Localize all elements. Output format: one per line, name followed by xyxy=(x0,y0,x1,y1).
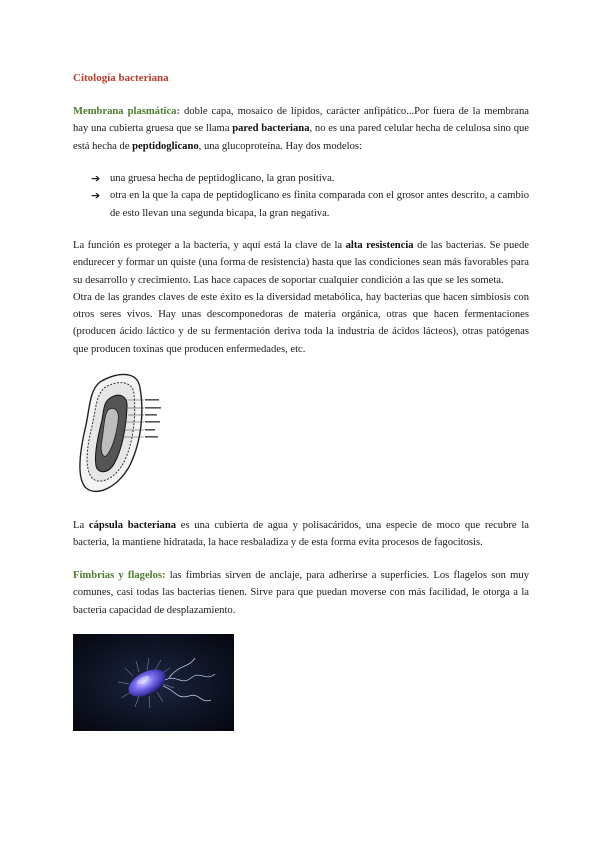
text: doble capa, mosaico de lípidos, carácter anfipático...Por fuera de la membrana hay una cubierta gruesa que se llama xyxy=(73,106,529,135)
list-item-text: otra en la que la capa de peptidoglicano es finita comparada con el grosor antes descrito, a cambio de esto llevan una segunda bicapa, la gran negativa. xyxy=(110,190,529,219)
bold-term: pared bacteriana xyxy=(232,123,310,135)
list-item-text: una gruesa hecha de peptidoglicano, la gran positiva. xyxy=(110,173,335,184)
paragraph-membrana xyxy=(73,103,529,155)
text: las fimbrias sirven de anclaje, para adherirse a superficies. Los flagelos son muy comunes, casi todas las bacterias tienen. Sirve para que puedan moverse con más facilidad, le otorga a la bacteria capacidad de desplazamiento. xyxy=(73,570,529,616)
arrow-icon: ➔ xyxy=(91,189,101,203)
heading-membrana: Membrana plasmática: xyxy=(73,106,180,117)
text: La xyxy=(73,520,89,531)
paragraph-funcion xyxy=(73,237,529,358)
paragraph-capsula xyxy=(73,517,529,552)
bacterium-image xyxy=(73,634,234,731)
text: , no es una pared celular hecha de celulosa sino que está hecha de xyxy=(73,123,529,152)
bacteria-diagram-figure xyxy=(78,370,178,498)
bold-term: cápsula bacteriana xyxy=(88,520,177,531)
page-title: Citología bacteriana xyxy=(73,72,169,84)
paragraph-diversidad: Otra de las grandes claves de este éxito es la diversidad metabólica, hay bacterias que hacen simbiosis con otros seres vivos. Hay unas descomponedoras de materia orgánica, otras que hacen fermentaciones (producen ácido láctico y de su fermentación deriva toda la industria de ácidos lácteos), otras patógenas que producen toxinas que producen enfermedades, etc. xyxy=(73,291,529,355)
list-item xyxy=(91,170,529,187)
heading-fimbrias: Fimbrias y flagelos: xyxy=(73,570,166,581)
label-marks xyxy=(145,399,161,438)
arrow-icon: ➔ xyxy=(91,172,101,185)
bold-term: alta resistencia xyxy=(345,240,414,251)
bold-term: peptidoglicano xyxy=(132,140,199,152)
text: La función es proteger a la bacteria, y aquí está la clave de la xyxy=(73,240,346,251)
bullet-list xyxy=(91,170,529,222)
paragraph-fimbrias xyxy=(73,567,529,619)
list-item xyxy=(91,187,529,222)
text: de las bacterias. Se puede endurecer y formar un quiste (una forma de resistencia) hasta que las condiciones sean más favorables para su desarrollo y crecimiento. Las hace capaces de soportar cualquier condición a las que se les someta. xyxy=(73,240,529,286)
text: , una glucoproteína. Hay dos modelos: xyxy=(198,140,362,152)
text: es una cubierta de agua y polisacáridos, una especie de moco que recubre la bacteria, la mantiene hidratada, la hace resbaladiza y de esta forma evita procesos de fagocitosis. xyxy=(73,520,529,549)
